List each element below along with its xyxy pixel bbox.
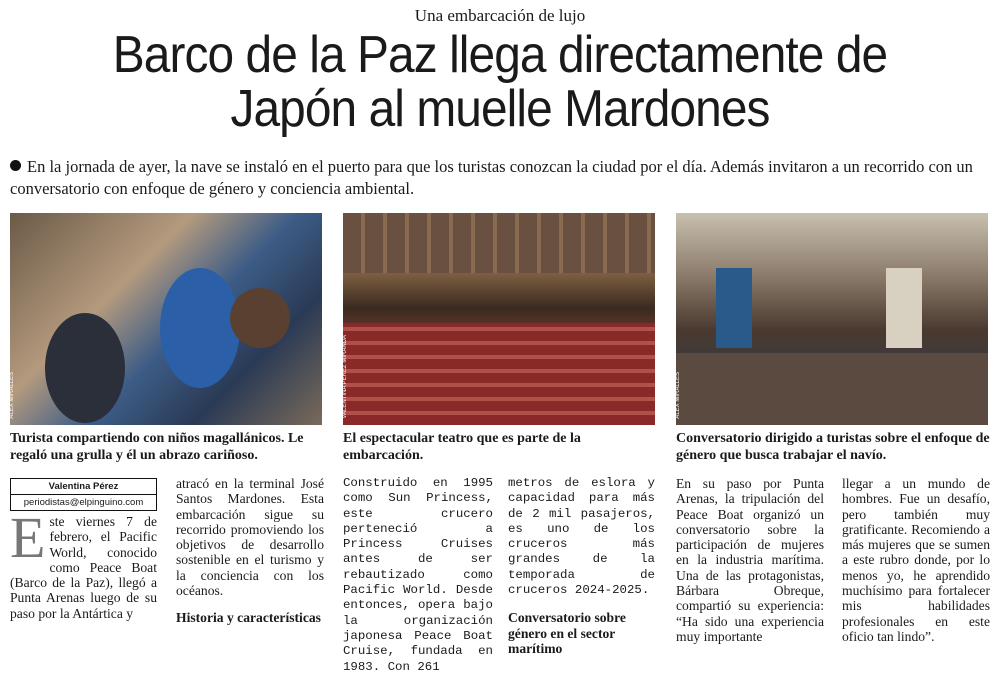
- bullet-icon: [10, 160, 21, 171]
- article-col-5: En su paso por Punta Arenas, la tripulación del Peace Boat organizó un conversatorio sobre la participación de mujeres en la industria marítima. Una de las protagonistas, Bárbara Obreque, compartió su experiencia: “Ha sido una experiencia muy importante: [676, 476, 824, 644]
- article-text: atracó en la terminal José Santos Mardones. Esta embarcación sigue su recorrido promoviendo los objetivos de desarrollo sostenible en el turismo y la conciencia con los océanos.: [176, 476, 324, 599]
- headline-line-1: Barco de la Paz llega directamente de: [112, 26, 888, 84]
- dropcap: E: [10, 505, 46, 570]
- photo-theater: [343, 213, 655, 425]
- byline-name: Valentina Pérez: [11, 479, 156, 495]
- caption-theater: El espectacular teatro que es parte de la embarcación.: [343, 431, 581, 463]
- lede: [10, 156, 990, 200]
- article-col-3: Construido en 1995 como Sun Princess, este crucero perteneció a Princess Cruises antes de ser rebautizado como Pacific World. Desde entonces, opera bajo la organización japonesa Peace Boat Cruise, fundada en 1983. Con 261: [343, 476, 493, 674]
- article-text: ste viernes 7 de febrero, el Pacific World, conocido como Peace Boat (Barco de la Paz), llegó a Punta Arenas luego de su paso por la Antártica y: [10, 514, 157, 621]
- photo-credit: VALENTINA PÉREZ MIRANDA: [342, 335, 348, 419]
- kicker: Una embarcación de lujo: [414, 6, 586, 25]
- photo-credit: ALEX MIRALLES: [9, 372, 15, 419]
- article-text: metros de eslora y capacidad para más de 2 mil pasajeros, es uno de los cruceros más grandes de la temporada de cruceros 2024-2025.: [508, 476, 655, 598]
- caption-children: Turista compartiendo con niños magallánicos. Le regaló una grulla y él un abrazo cariñoso.: [10, 431, 304, 463]
- article-col-1: [10, 505, 157, 621]
- article-col-4: [508, 476, 655, 656]
- article-col-2: [176, 476, 324, 626]
- caption-conversatorio: Conversatorio dirigido a turistas sobre el enfoque de género que busca trabajar el navío.: [676, 431, 990, 463]
- headline-line-2: Japón al muelle Mardones: [230, 80, 770, 138]
- photo-conversatorio: [676, 213, 988, 425]
- photo-credit: ALEX MIRALLES: [675, 372, 681, 419]
- article-col-6: llegar a un mundo de hombres. Fue un desafío, pero también muy gratificante. Recomiendo a más mujeres que se sumen a este rubro donde, por lo menos yo, he aprendido muchísimo para fortalecer mis habilidades profesionales en este oficio tan lindo”.: [842, 476, 990, 644]
- lede-text: En la jornada de ayer, la nave se instaló en el puerto para que los turistas conozcan la ciudad por el día. Además invitaron a un recorrido con un conversatorio con enfoque de género y conciencia ambiental.: [10, 157, 973, 198]
- subheading-conversatorio: Conversatorio sobre género en el sector marítimo: [508, 610, 626, 656]
- byline-email[interactable]: periodistas@elpinguino.com: [23, 497, 144, 508]
- photo-children: [10, 213, 322, 425]
- headline: [40, 28, 960, 136]
- subheading-historia: Historia y características: [176, 610, 321, 626]
